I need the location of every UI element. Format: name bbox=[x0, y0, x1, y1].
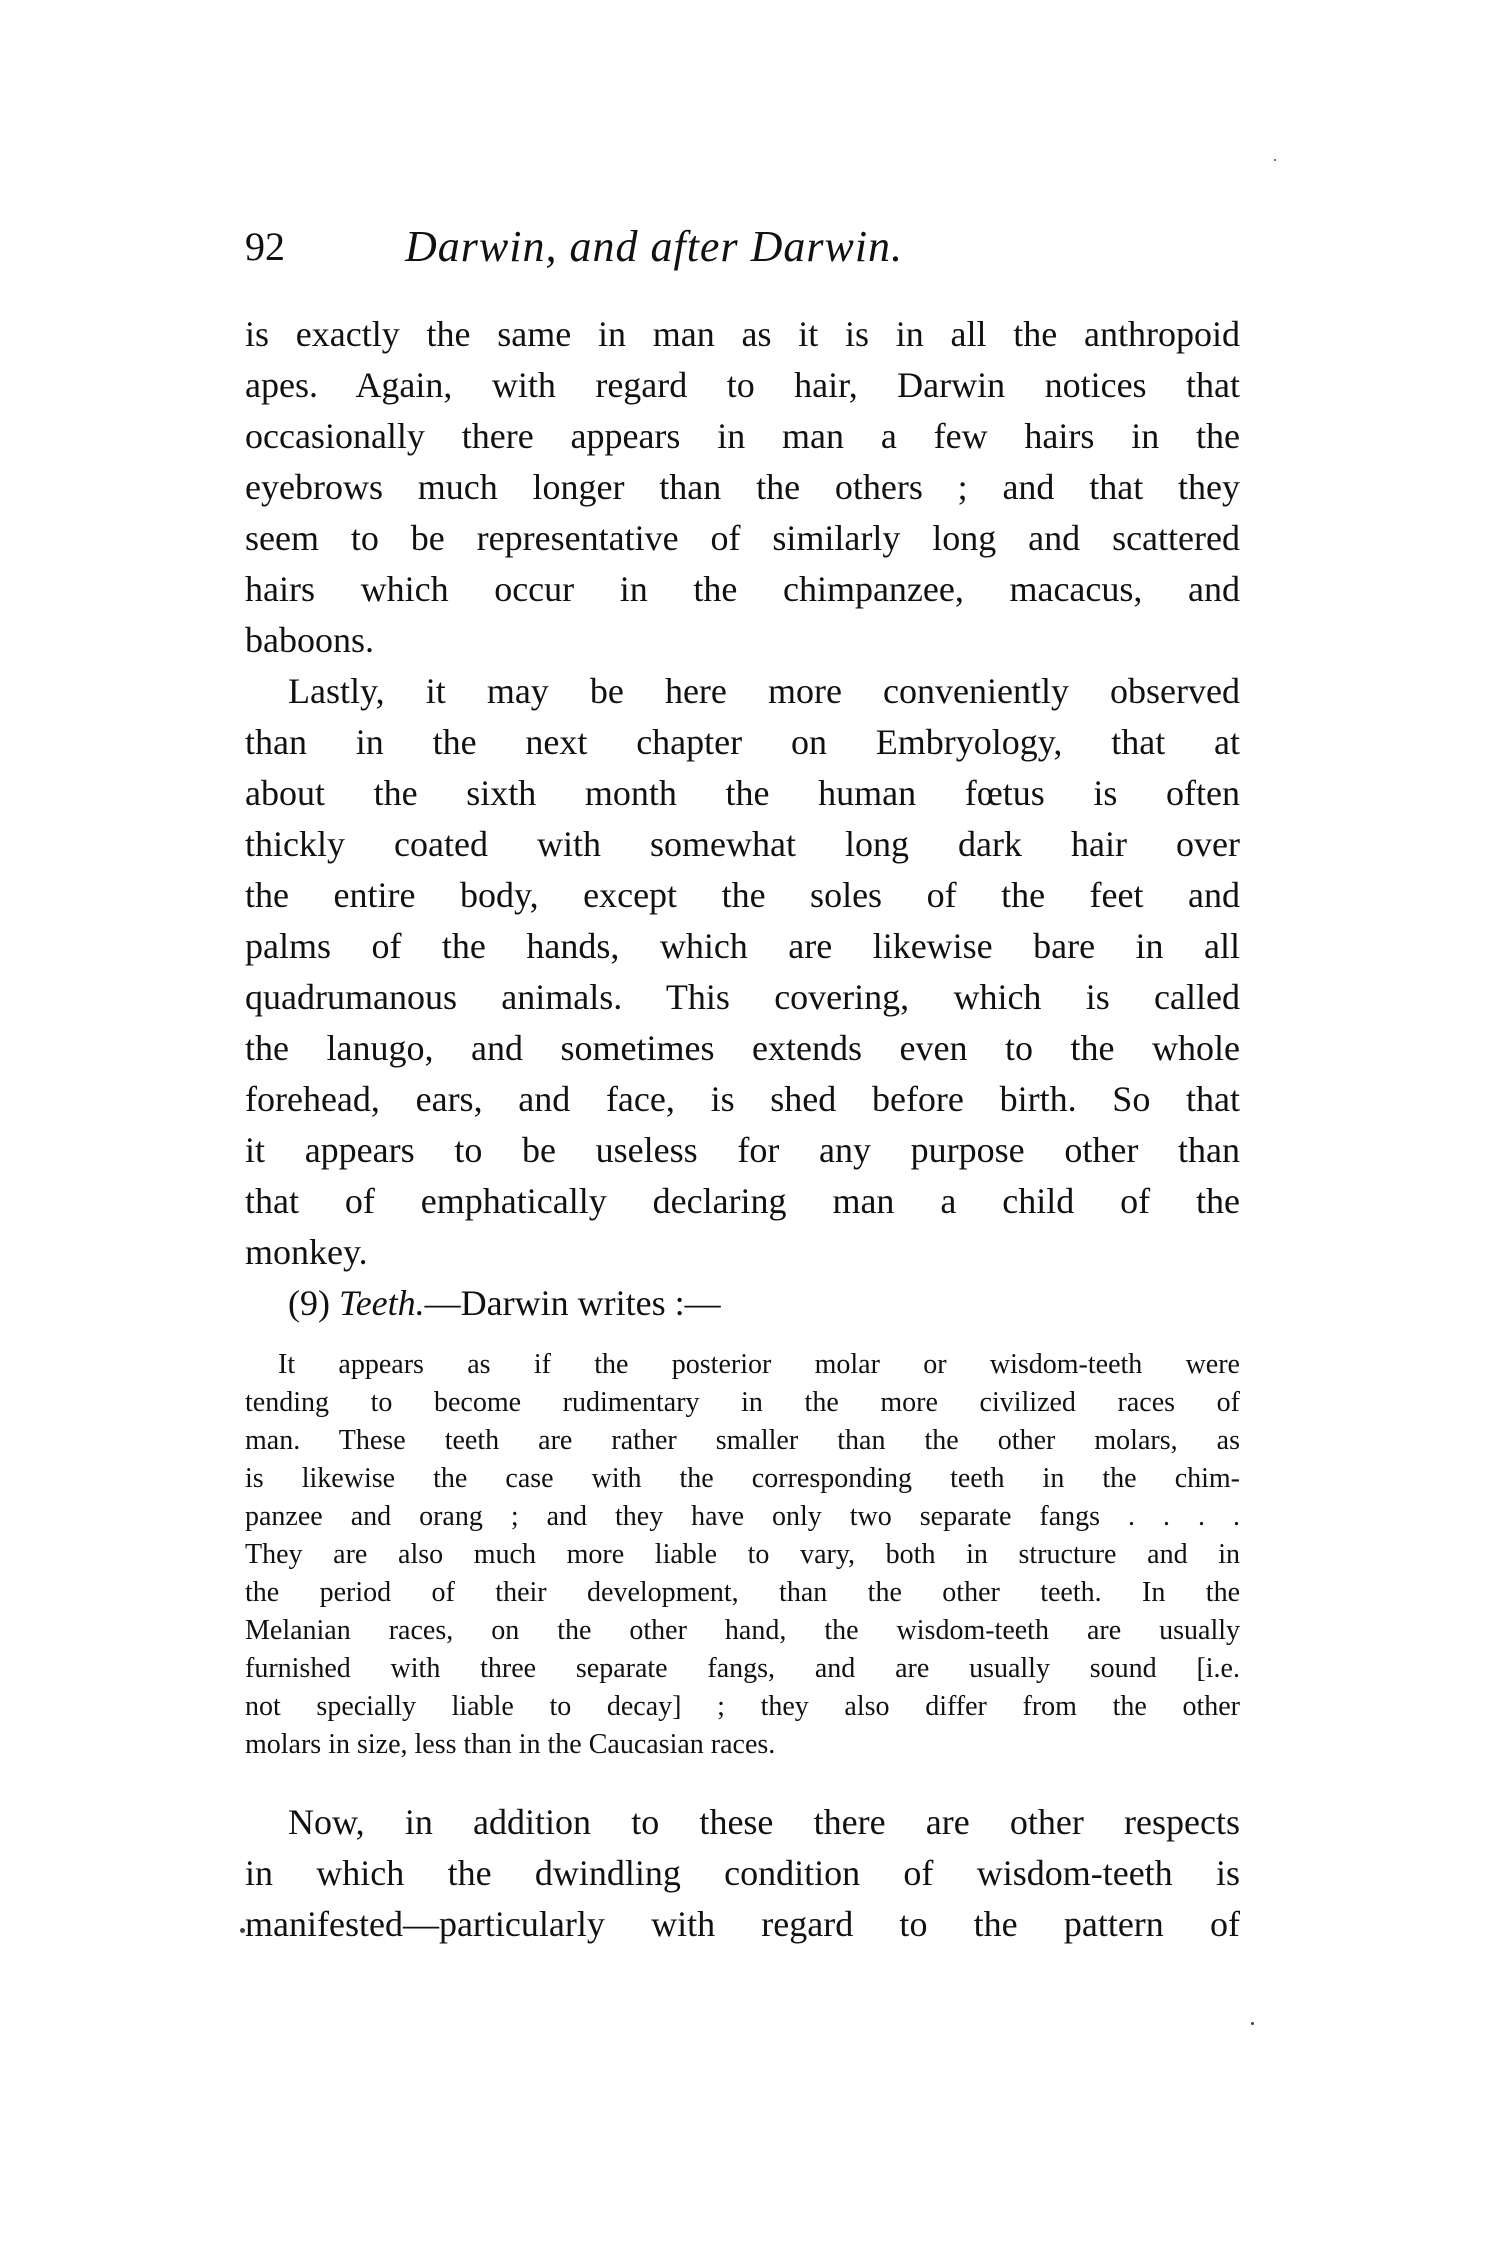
text-line: about the sixth month the human fœtus is often bbox=[245, 773, 1240, 813]
quote-line: man. These teeth are rather smaller than the other molars, as bbox=[245, 1425, 1240, 1456]
text-line: palms of the hands, which are likewise bare in all bbox=[245, 926, 1240, 966]
text-line: it appears to be useless for any purpose other than bbox=[245, 1130, 1240, 1170]
quote-line: furnished with three separate fangs, and are usually sound [i.e. bbox=[245, 1653, 1240, 1684]
text-line: in which the dwindling condition of wisdom-teeth is bbox=[245, 1853, 1240, 1893]
text-line: seem to be representative of similarly long and scattered bbox=[245, 518, 1240, 558]
section-title: Teeth. bbox=[338, 1283, 425, 1323]
text-line: forehead, ears, and face, is shed before birth. So that bbox=[245, 1079, 1240, 1119]
section-heading bbox=[288, 1281, 1240, 1325]
page-header bbox=[245, 222, 1245, 272]
text-line: manifested—particularly with regard to the pattern of bbox=[245, 1904, 1240, 1944]
running-title: Darwin, and after Darwin. bbox=[405, 222, 904, 271]
quote-line: It appears as if the posterior molar or wisdom-teeth were bbox=[278, 1349, 1240, 1380]
scan-speck bbox=[1274, 159, 1276, 161]
text-line: the entire body, except the soles of the feet and bbox=[245, 875, 1240, 915]
quote-line: Melanian races, on the other hand, the wisdom-teeth are usually bbox=[245, 1615, 1240, 1646]
text-line: is exactly the same in man as it is in all the anthropoid bbox=[245, 314, 1240, 354]
text-line: Lastly, it may be here more conveniently observed bbox=[288, 671, 1240, 711]
text-line: baboons. bbox=[245, 620, 374, 660]
quote-line: not specially liable to decay] ; they also differ from the other bbox=[245, 1691, 1240, 1722]
quote-line: the period of their development, than the other teeth. In the bbox=[245, 1577, 1240, 1608]
text-line: that of emphatically declaring man a child of the bbox=[245, 1181, 1240, 1221]
scan-speck bbox=[1251, 2022, 1254, 2025]
page-number: 92 bbox=[245, 224, 285, 269]
text-line: quadrumanous animals. This covering, which is called bbox=[245, 977, 1240, 1017]
text-line: Now, in addition to these there are other respects bbox=[288, 1802, 1240, 1842]
text-line: hairs which occur in the chimpanzee, macacus, and bbox=[245, 569, 1240, 609]
quote-line: molars in size, less than in the Caucasian races. bbox=[245, 1729, 776, 1760]
text-line: apes. Again, with regard to hair, Darwin notices that bbox=[245, 365, 1240, 405]
text-line: eyebrows much longer than the others ; and that they bbox=[245, 467, 1240, 507]
section-number: (9) bbox=[288, 1283, 330, 1323]
quote-line: panzee and orang ; and they have only two separate fangs . . . . bbox=[245, 1501, 1240, 1532]
quote-line: is likewise the case with the corresponding teeth in the chim- bbox=[245, 1463, 1240, 1494]
section-intro: —Darwin writes :— bbox=[424, 1283, 721, 1323]
text-line: occasionally there appears in man a few hairs in the bbox=[245, 416, 1240, 456]
quote-line: They are also much more liable to vary, both in structure and in bbox=[245, 1539, 1240, 1570]
text-line: thickly coated with somewhat long dark hair over bbox=[245, 824, 1240, 864]
text-line: the lanugo, and sometimes extends even to the whole bbox=[245, 1028, 1240, 1068]
quote-line: tending to become rudimentary in the more civilized races of bbox=[245, 1387, 1240, 1418]
text-line: than in the next chapter on Embryology, that at bbox=[245, 722, 1240, 762]
scan-speck bbox=[240, 1928, 245, 1933]
text-line: monkey. bbox=[245, 1232, 368, 1272]
